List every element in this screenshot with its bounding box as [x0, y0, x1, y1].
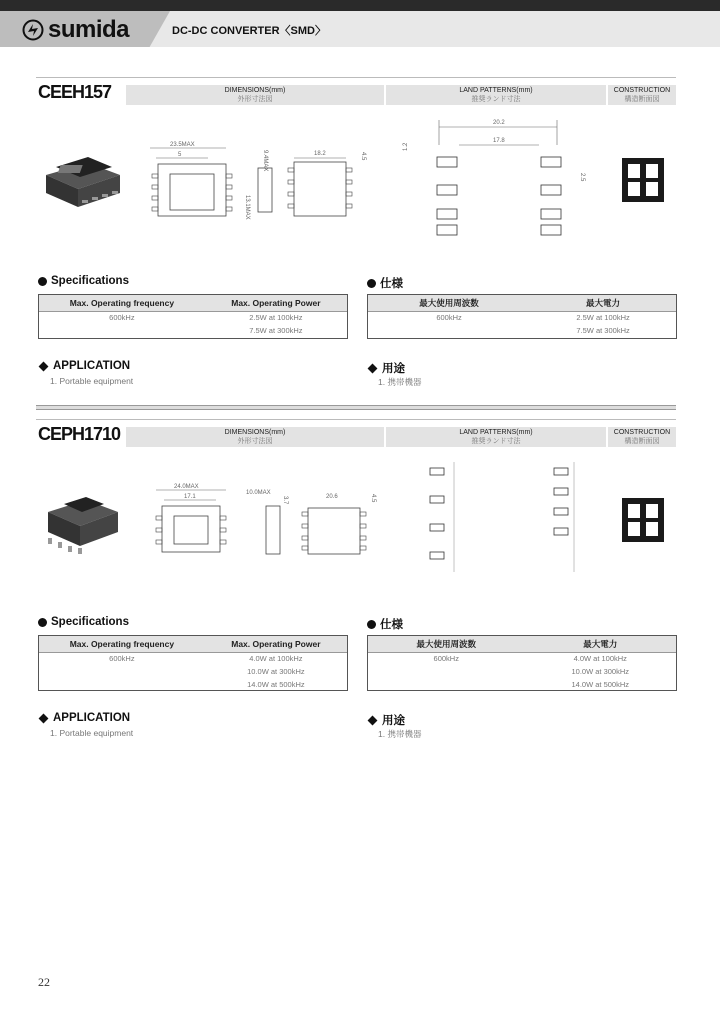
power-value: 14.0W at 500kHz: [571, 680, 630, 689]
bullet-icon: [367, 279, 376, 288]
model-name: CEEH157: [38, 82, 112, 102]
col-header-power: Max. Operating Power: [205, 636, 347, 653]
dimensions-label-ja: 外形寸法図: [237, 438, 273, 445]
application-title-ja: 用途: [382, 715, 405, 727]
application-item: 1. Portable equipment: [50, 376, 134, 386]
col-header-power-ja: 最大電力: [530, 295, 676, 312]
dim-label-e: 18.2: [314, 151, 326, 157]
col-header-frequency: Max. Operating frequency: [39, 636, 205, 653]
brand-name: sumida: [48, 16, 130, 43]
frequency-value: 600kHz: [433, 654, 459, 663]
construction-label: CONSTRUCTION: [613, 429, 671, 436]
land-total-label: 20.2: [493, 120, 505, 126]
specifications-heading: [38, 275, 129, 287]
diamond-icon: [39, 713, 49, 723]
spec-title: Specifications: [51, 275, 129, 287]
dim-label-f: 4.5: [360, 152, 366, 161]
section-separator: [36, 405, 676, 410]
power-value: 2.5W at 100kHz: [576, 313, 630, 322]
dim-label-d: 20.6: [326, 494, 338, 500]
spec-table-ja: [367, 294, 677, 339]
dimensions-label: DIMENSIONS(mm): [224, 429, 286, 436]
land-pattern-drawing: [410, 462, 580, 582]
application-item-ja: 1. 携帯機器: [378, 377, 422, 387]
spec-table: [38, 635, 348, 691]
power-value: 4.0W at 100kHz: [573, 654, 627, 663]
construction-label-ja: 構造断面図: [624, 438, 660, 445]
power-value: 10.0W at 300kHz: [571, 667, 630, 676]
section-rule: [36, 77, 676, 78]
top-bar: [0, 0, 720, 11]
dimensions-drawing: [148, 482, 388, 567]
construction-header: [608, 85, 676, 105]
pitch-label: 2.5: [579, 173, 585, 182]
dimensions-drawing: [148, 140, 378, 225]
construction-label-ja: 構造断面図: [624, 96, 660, 103]
product-photo: [38, 488, 128, 558]
land-patterns-header: [386, 85, 606, 105]
frequency-value: 600kHz: [109, 654, 135, 663]
power-value: 7.5W at 300kHz: [249, 326, 303, 335]
frequency-value: 600kHz: [109, 313, 135, 322]
specifications-heading-ja: [367, 275, 403, 291]
col-header-frequency-ja: 最大使用周波数: [368, 636, 525, 653]
dim-label-e: 4.5: [370, 494, 376, 503]
land-label-ja: 推奨ランド寸法: [471, 96, 521, 103]
bullet-icon: [38, 618, 47, 627]
land-patterns-header: [386, 427, 606, 447]
application-heading-ja: [367, 360, 405, 376]
sumida-logo-icon: [22, 19, 44, 41]
specifications-heading-ja: [367, 616, 403, 632]
diamond-icon: [368, 715, 378, 725]
bullet-icon: [367, 620, 376, 629]
land-label: LAND PATTERNS(mm): [459, 429, 533, 436]
col-header-frequency-ja: 最大使用周波数: [368, 295, 530, 312]
construction-cross-section: [622, 498, 664, 542]
spec-table: [38, 294, 348, 339]
application-title: APPLICATION: [53, 712, 131, 724]
product-photo: [38, 145, 128, 215]
spec-table-ja: [367, 635, 677, 691]
dim-label-d: 9.4MAX: [262, 150, 268, 172]
model-name: CEPH1710: [38, 424, 121, 444]
land-pattern-drawing: [405, 115, 605, 240]
land-label-ja: 推奨ランド寸法: [471, 438, 521, 445]
land-h-label: 1.2: [403, 142, 409, 151]
land-inner-label: 17.8: [493, 138, 505, 144]
col-header-power-ja: 最大電力: [525, 636, 676, 653]
brand-logo: [22, 16, 129, 44]
diamond-icon: [368, 363, 378, 373]
section-rule: [36, 419, 676, 420]
page-number: 22: [38, 975, 50, 989]
dim-label-a: 24.0MAX: [174, 484, 199, 490]
page-title: DC-DC CONVERTER〈SMD〉: [172, 25, 326, 37]
application-title: APPLICATION: [53, 360, 131, 372]
spec-title-ja: 仕様: [380, 619, 403, 631]
application-heading: [38, 712, 130, 724]
col-header-frequency: Max. Operating frequency: [39, 295, 205, 312]
application-title-ja: 用途: [382, 363, 405, 375]
application-heading-ja: [367, 712, 405, 728]
dim-label-b: 5: [178, 152, 182, 158]
application-heading: [38, 360, 130, 372]
col-header-power: Max. Operating Power: [205, 295, 347, 312]
construction-cross-section: [622, 158, 664, 202]
specifications-heading: [38, 616, 129, 628]
dim-label-b: 17.1: [184, 494, 196, 500]
application-item-ja: 1. 携帯機器: [378, 729, 422, 739]
dim-label-f: 3.7: [282, 496, 288, 505]
power-value: 14.0W at 500kHz: [247, 680, 305, 689]
spec-title-ja: 仕様: [380, 278, 403, 290]
dim-label-c: 13.1MAX: [244, 195, 250, 220]
dimensions-header: [126, 427, 384, 447]
bullet-icon: [38, 277, 47, 286]
power-value: 10.0W at 300kHz: [247, 667, 305, 676]
construction-label: CONSTRUCTION: [613, 87, 671, 94]
application-item: 1. Portable equipment: [50, 728, 134, 738]
dimensions-header: [126, 85, 384, 105]
dim-label-a: 23.5MAX: [170, 142, 195, 148]
land-label: LAND PATTERNS(mm): [459, 87, 533, 94]
spec-title: Specifications: [51, 616, 129, 628]
dimensions-label-ja: 外形寸法図: [237, 96, 273, 103]
power-value: 7.5W at 300kHz: [576, 326, 630, 335]
power-value: 2.5W at 100kHz: [249, 313, 303, 322]
power-value: 4.0W at 100kHz: [249, 654, 303, 663]
dimensions-label: DIMENSIONS(mm): [224, 87, 286, 94]
diamond-icon: [39, 361, 49, 371]
construction-header: [608, 427, 676, 447]
frequency-value: 600kHz: [436, 313, 462, 322]
dim-label-c: 10.0MAX: [246, 490, 271, 496]
